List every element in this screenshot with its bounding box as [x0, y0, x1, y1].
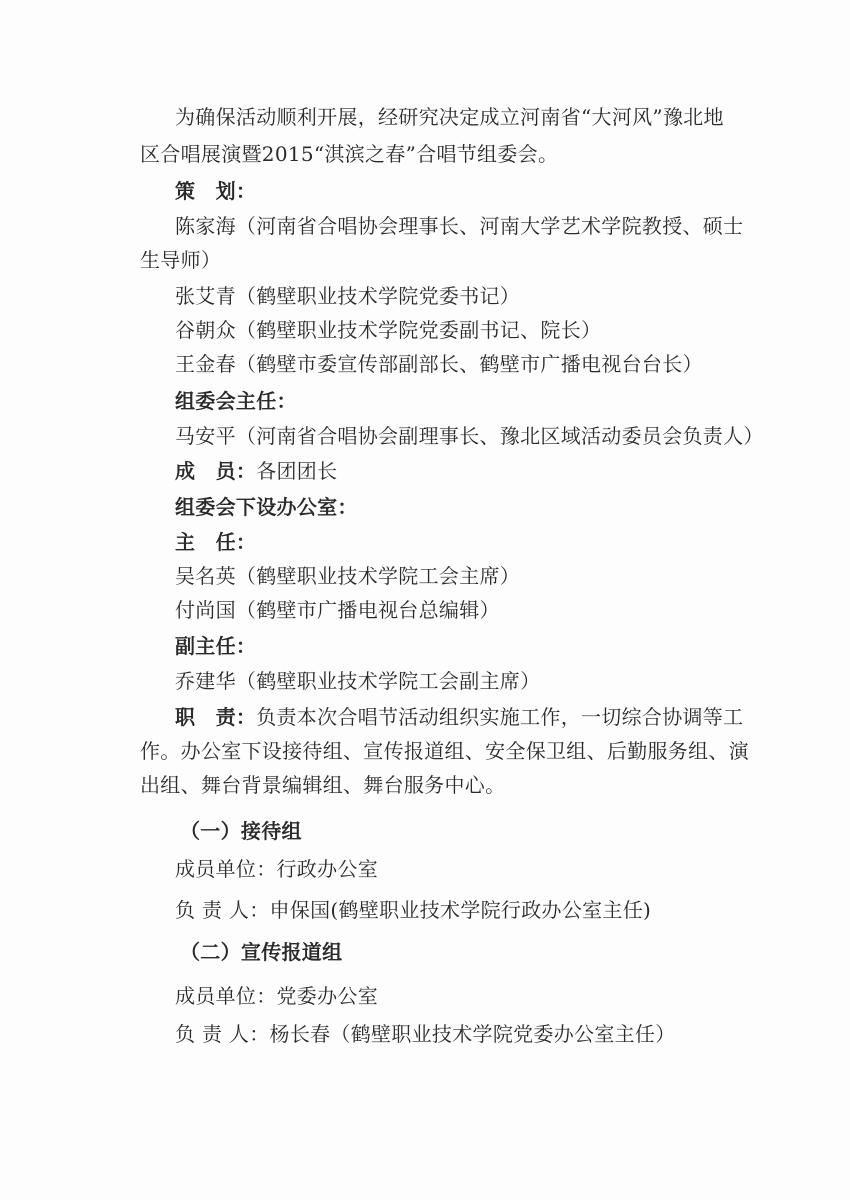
duty-line-2: 作。办公室下设接待组、宣传报道组、安全保卫组、后勤服务组、演 [140, 739, 749, 763]
committee-director-heading: 组委会主任： [175, 389, 297, 413]
duty-label: 职 责： [175, 705, 257, 729]
planning-member: 张艾青（鹤壁职业技术学院党委书记） [175, 284, 521, 308]
group-unit: 党委办公室 [276, 984, 378, 1008]
group-lead-label: 负 责 人： [175, 1022, 270, 1046]
planning-heading: 策 划： [175, 179, 257, 203]
intro-line-2: 区合唱展演暨2015“淇滨之春”合唱节组委会。 [140, 142, 559, 166]
office-director: 付尚国（鹤壁市广播电视台总编辑） [175, 598, 500, 622]
planning-member: 王金春（鹤壁市委宣传部副部长、鹤壁市广播电视台台长） [175, 352, 703, 376]
planning-member: 谷朝众（鹤壁职业技术学院党委副书记、院长） [175, 318, 602, 342]
group-title: （一）接待组 [180, 819, 302, 843]
office-heading: 组委会下设办公室： [175, 495, 358, 519]
office-director: 吴名英（鹤壁职业技术学院工会主席） [175, 564, 521, 588]
committee-director-member: 马安平（河南省合唱协会副理事长、豫北区域活动委员会负责人） [175, 424, 764, 448]
planning-member: 陈家海（河南省合唱协会理事长、河南大学艺术学院教授、硕士 [175, 214, 744, 238]
group-unit-label: 成员单位： [175, 857, 277, 881]
group-unit-line [175, 859, 378, 879]
office-director-heading: 主 任： [175, 530, 257, 554]
duty-text: 负责本次合唱节活动组织实施工作，一切综合协调等工 [256, 705, 744, 729]
members-value: 各团团长 [256, 459, 338, 483]
intro-line-1: 为确保活动顺利开展，经研究决定成立河南省“大河风”豫北地 [175, 105, 724, 129]
group-lead-line [175, 900, 651, 920]
duty-line-1 [175, 707, 743, 727]
group-lead: 杨长春（鹤壁职业技术学院党委办公室主任） [269, 1022, 676, 1046]
members-label: 成 员： [175, 459, 257, 483]
group-lead-line [175, 1024, 676, 1044]
office-deputy: 乔建华（鹤壁职业技术学院工会副主席） [175, 669, 541, 693]
office-deputy-heading: 副主任： [175, 634, 257, 658]
group-lead-label: 负 责 人： [175, 898, 270, 922]
members-line [175, 461, 337, 481]
duty-line-3: 出组、舞台背景编辑组、舞台服务中心。 [140, 773, 506, 797]
group-unit: 行政办公室 [276, 857, 378, 881]
group-lead: 申保国(鹤壁职业技术学院行政办公室主任) [269, 898, 652, 922]
planning-member-continued: 生导师） [140, 248, 222, 272]
group-unit-line [175, 986, 378, 1006]
group-title: （二）宣传报道组 [180, 940, 343, 964]
group-unit-label: 成员单位： [175, 984, 277, 1008]
